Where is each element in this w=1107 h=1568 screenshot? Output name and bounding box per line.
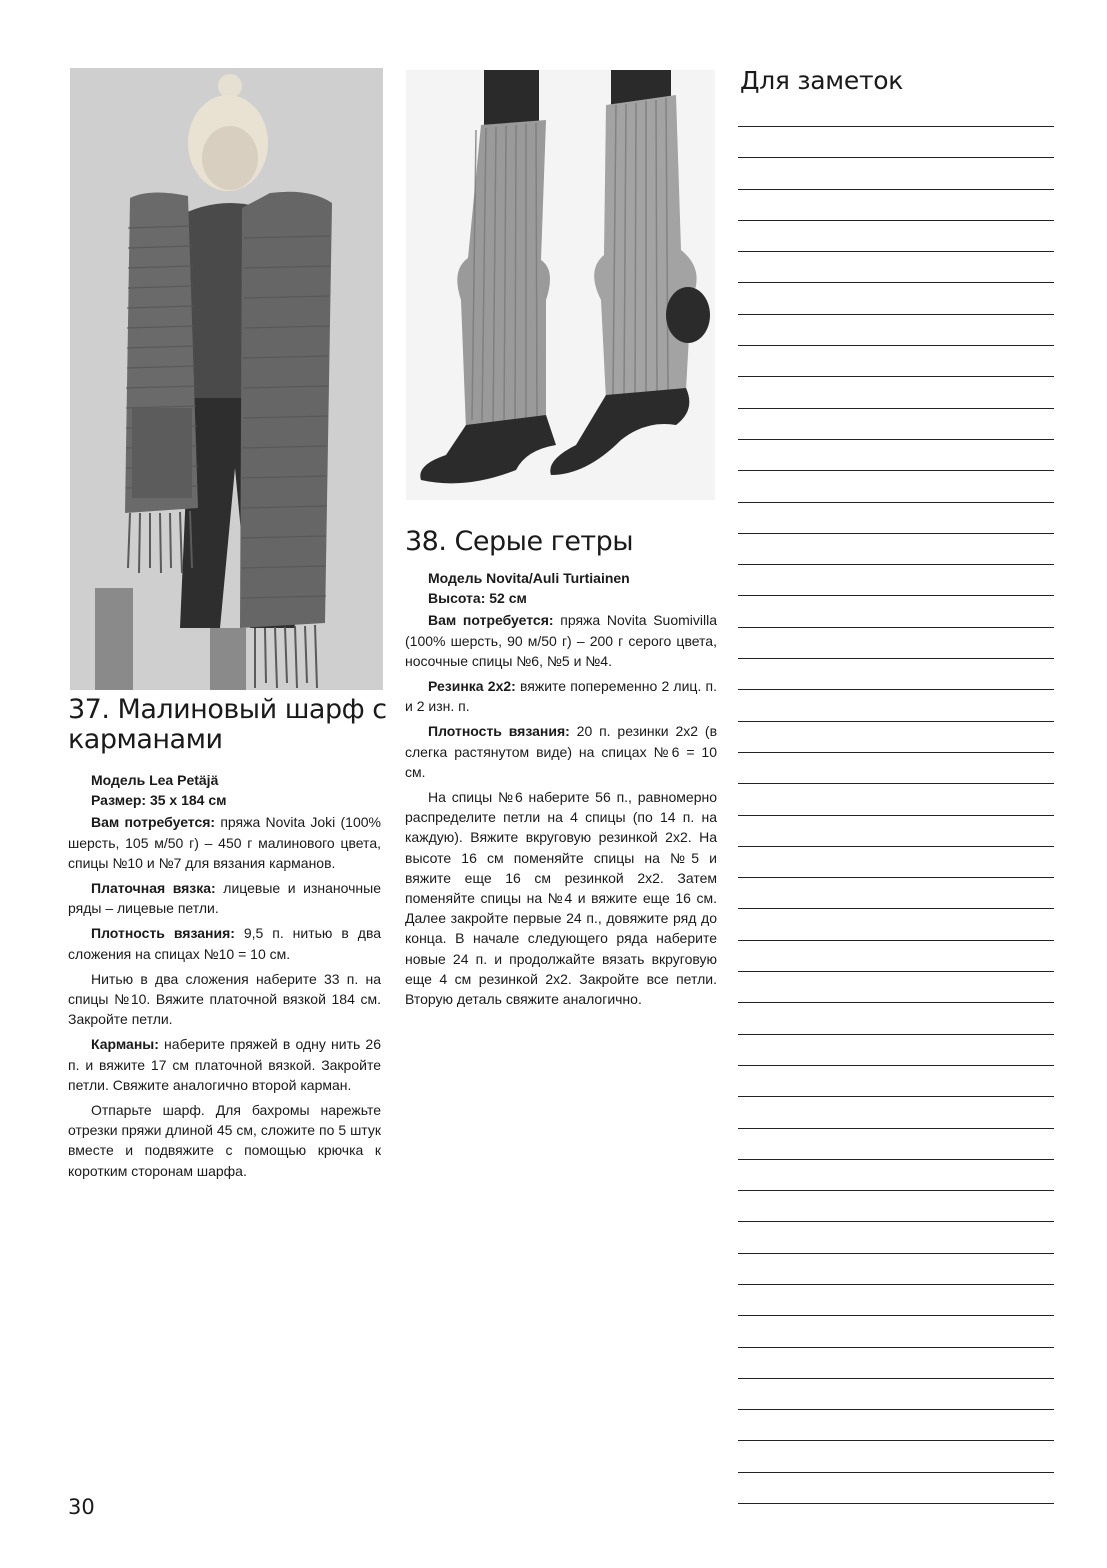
scarf-stitch-text: лицевые и изнаночные ряды – лицевые петли. bbox=[68, 880, 381, 917]
note-line bbox=[738, 1378, 1054, 1379]
note-line bbox=[738, 157, 1054, 158]
leg-warmers-gauge bbox=[405, 721, 717, 782]
note-line bbox=[738, 564, 1054, 565]
scarf-stitch-label: Платочная вязка: bbox=[91, 880, 216, 897]
scarf-finish: Отпарьте шарф. Для бахромы нарежьте отрезки пряжи длиной 45 см, сложите по 5 штук вместе и подвяжите с помощью крючка к коротким сторонам шарфа. bbox=[68, 1102, 381, 1179]
note-line bbox=[738, 1002, 1054, 1003]
leg-warmers-photo bbox=[406, 70, 715, 500]
scarf-illustration bbox=[70, 68, 383, 690]
note-line bbox=[738, 314, 1054, 315]
scarf-body: Нитью в два сложения наберите 33 п. на спицы №10. Вяжите платочной вязкой 184 см. Закройте петли. bbox=[68, 970, 381, 1028]
scarf-model: Модель Lea Petäjä bbox=[91, 772, 219, 788]
note-line bbox=[738, 815, 1054, 816]
note-line bbox=[738, 251, 1054, 252]
note-line bbox=[738, 1190, 1054, 1191]
note-line bbox=[738, 1472, 1054, 1473]
note-line bbox=[738, 282, 1054, 283]
scarf-instructions bbox=[68, 770, 381, 1186]
note-line bbox=[738, 533, 1054, 534]
note-line bbox=[738, 783, 1054, 784]
leg-warmers-gauge-text: 20 п. резинки 2х2 (в слегка растянутом виде) на спицах №6 = 10 см. bbox=[405, 723, 717, 780]
note-line bbox=[738, 1065, 1054, 1066]
note-line bbox=[738, 408, 1054, 409]
note-line bbox=[738, 189, 1054, 190]
note-line bbox=[738, 1347, 1054, 1348]
scarf-pockets-text: наберите пряжей в одну нить 26 п. и вяжите 17 см платочной вязкой. Закройте петли. Свяжите аналогично второй карман. bbox=[68, 1036, 381, 1093]
leg-warmers-materials-label: Вам потребуется: bbox=[428, 612, 554, 629]
note-line bbox=[738, 1284, 1054, 1285]
note-line bbox=[738, 658, 1054, 659]
leg-warmers-body: На спицы №6 наберите 56 п., равномерно распределите петли на 4 спицы (по 14 п. на каждую). Вяжите вкруговую резинкой 2х2. На высоте 16 см поменяйте спицы на №5 и вяжите еще 16 см резинкой 2х2. Затем поменяйте спицы на №4 и вяжите еще 16 см. Далее закройте первые 24 п., довяжите ряд до конца. В начале следующего ряда наберите новые 24 п. и продолжайте вязать вкруговую еще 4 см резинкой 2х2. Закройте все петли. Вторую деталь свяжите аналогично. bbox=[405, 789, 717, 1008]
note-line bbox=[738, 345, 1054, 346]
note-line bbox=[738, 940, 1054, 941]
note-line bbox=[738, 1159, 1054, 1160]
note-line bbox=[738, 1221, 1054, 1222]
note-line bbox=[738, 470, 1054, 471]
note-line bbox=[738, 908, 1054, 909]
note-line bbox=[738, 1440, 1054, 1441]
note-line bbox=[738, 627, 1054, 628]
scarf-materials-text: пряжа Novita Joki (100% шерсть, 105 м/50 г) – 450 г малинового цвета, спицы №10 и №7 для вязания карманов. bbox=[68, 814, 381, 871]
note-line bbox=[738, 1096, 1054, 1097]
note-line bbox=[738, 1409, 1054, 1410]
page-number: 30 bbox=[68, 1495, 95, 1519]
scarf-gauge bbox=[68, 923, 381, 963]
note-line bbox=[738, 126, 1054, 127]
leg-warmers-materials bbox=[405, 610, 717, 671]
scarf-photo bbox=[70, 68, 383, 690]
note-line bbox=[738, 1034, 1054, 1035]
note-line bbox=[738, 1503, 1054, 1504]
scarf-pockets-label: Карманы: bbox=[91, 1036, 159, 1053]
note-line bbox=[738, 971, 1054, 972]
scarf-materials bbox=[68, 812, 381, 873]
note-line bbox=[738, 1315, 1054, 1316]
note-line bbox=[738, 752, 1054, 753]
leg-warmers-illustration bbox=[406, 70, 715, 500]
leg-warmers-title: 38. Серые гетры bbox=[405, 526, 634, 557]
note-line bbox=[738, 721, 1054, 722]
note-line bbox=[738, 1128, 1054, 1129]
scarf-gauge-text: 9,5 п. нитью в два сложения на спицах №10 = 10 см. bbox=[68, 925, 382, 962]
leg-warmers-materials-text: пряжа Novita Suomivilla (100% шерсть, 90 м/50 г) – 200 г серого цвета, носочные спицы №6, №5 и №4. bbox=[405, 612, 717, 669]
note-line bbox=[738, 376, 1054, 377]
note-line bbox=[738, 502, 1054, 503]
leg-warmers-rib-label: Резинка 2х2: bbox=[428, 678, 516, 695]
leg-warmers-model: Модель Novita/Auli Turtiainen bbox=[428, 570, 630, 586]
note-line bbox=[738, 220, 1054, 221]
note-line bbox=[738, 877, 1054, 878]
leg-warmers-rib bbox=[405, 676, 717, 716]
note-line bbox=[738, 439, 1054, 440]
note-line bbox=[738, 595, 1054, 596]
note-line bbox=[738, 846, 1054, 847]
note-line bbox=[738, 1253, 1054, 1254]
scarf-stitch bbox=[68, 878, 381, 918]
leg-warmers-height: Высота: 52 см bbox=[428, 590, 527, 607]
scarf-size: Размер: 35 x 184 см bbox=[91, 792, 227, 809]
leg-warmers-instructions bbox=[405, 568, 717, 1014]
notes-lines bbox=[738, 126, 1054, 1534]
scarf-title: 37. Малиновый шарф с карманами bbox=[68, 694, 387, 756]
leg-warmers-rib-text: вяжите попеременно 2 лиц. п. и 2 изн. п. bbox=[405, 678, 717, 715]
scarf-materials-label: Вам потребуется: bbox=[91, 814, 216, 831]
notes-title: Для заметок bbox=[740, 66, 904, 95]
scarf-pockets bbox=[68, 1034, 381, 1095]
scarf-gauge-label: Плотность вязания: bbox=[91, 925, 235, 942]
leg-warmers-gauge-label: Плотность вязания: bbox=[428, 723, 570, 740]
note-line bbox=[738, 689, 1054, 690]
